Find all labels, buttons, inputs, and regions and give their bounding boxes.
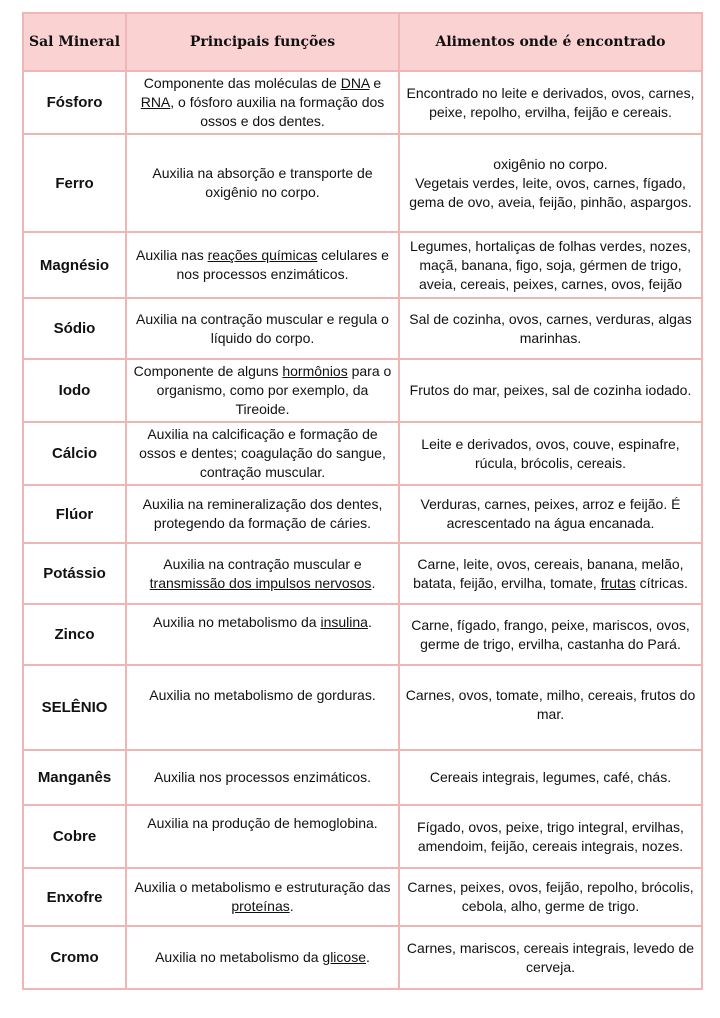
- link-hormonios[interactable]: hormônios: [282, 363, 348, 379]
- mineral-name: Cromo: [23, 926, 126, 989]
- mineral-name: Ferro: [23, 134, 126, 232]
- mineral-function: Auxilia na contração muscular e regula o líquido do corpo.: [126, 298, 399, 359]
- mineral-name: Cobre: [23, 805, 126, 868]
- mineral-function: Componente de alguns hormônios para o organismo, como por exemplo, da Tireoide.: [126, 359, 399, 422]
- header-functions: Principais funções: [126, 13, 399, 71]
- mineral-foods: Carne, leite, ovos, cereais, banana, melão, batata, feijão, ervilha, tomate, frutas cítricas.: [399, 543, 702, 604]
- mineral-foods: Carnes, ovos, tomate, milho, cereais, frutos do mar.: [399, 665, 702, 750]
- table-row: [23, 359, 702, 422]
- mineral-name: Enxofre: [23, 868, 126, 926]
- mineral-foods: Sal de cozinha, ovos, carnes, verduras, algas marinhas.: [399, 298, 702, 359]
- mineral-name: Cálcio: [23, 422, 126, 485]
- mineral-foods: Carnes, mariscos, cereais integrais, levedo de cerveja.: [399, 926, 702, 989]
- mineral-function: Auxilia nos processos enzimáticos.: [126, 750, 399, 805]
- mineral-function: Auxilia no metabolismo da insulina.: [126, 604, 399, 665]
- mineral-name: Flúor: [23, 485, 126, 543]
- mineral-foods: Cereais integrais, legumes, café, chás.: [399, 750, 702, 805]
- table-row: [23, 926, 702, 989]
- table-row: [23, 750, 702, 805]
- mineral-function: Auxilia no metabolismo de gorduras.: [126, 665, 399, 750]
- mineral-function: Auxilia na produção de hemoglobina.: [126, 805, 399, 868]
- mineral-foods: Legumes, hortaliças de folhas verdes, nozes, maçã, banana, figo, soja, gérmen de trigo, aveia, cereais, peixes, carnes, ovos, feijão: [399, 232, 702, 298]
- mineral-foods: Carne, fígado, frango, peixe, mariscos, ovos, germe de trigo, ervilha, castanha do Pará.: [399, 604, 702, 665]
- minerals-table: [22, 12, 703, 990]
- mineral-name: SELÊNIO: [23, 665, 126, 750]
- mineral-foods: Fígado, ovos, peixe, trigo integral, ervilhas, amendoim, feijão, cereais integrais, nozes.: [399, 805, 702, 868]
- table-row: [23, 868, 702, 926]
- table-row: [23, 485, 702, 543]
- mineral-function: Auxilia o metabolismo e estruturação das proteínas.: [126, 868, 399, 926]
- mineral-function: Auxilia na calcificação e formação de ossos e dentes; coagulação do sangue, contração muscular.: [126, 422, 399, 485]
- mineral-name: Fósforo: [23, 71, 126, 134]
- mineral-function: Auxilia na remineralização dos dentes, protegendo da formação de cáries.: [126, 485, 399, 543]
- table-row: [23, 543, 702, 604]
- mineral-name: Iodo: [23, 359, 126, 422]
- table-row: [23, 298, 702, 359]
- mineral-foods: oxigênio no corpo. Vegetais verdes, leite, ovos, carnes, fígado, gema de ovo, aveia, feijão, pinhão, aspargos.: [399, 134, 702, 232]
- table-row: [23, 665, 702, 750]
- header-mineral: Sal Mineral: [23, 13, 126, 71]
- mineral-function: Auxilia na contração muscular e transmissão dos impulsos nervosos.: [126, 543, 399, 604]
- mineral-function: Auxilia no metabolismo da glicose.: [126, 926, 399, 989]
- mineral-name: Magnésio: [23, 232, 126, 298]
- mineral-foods: Encontrado no leite e derivados, ovos, carnes, peixe, repolho, ervilha, feijão e cereais.: [399, 71, 702, 134]
- link-rna[interactable]: RNA: [140, 94, 171, 110]
- mineral-foods: Frutos do mar, peixes, sal de cozinha iodado.: [399, 359, 702, 422]
- header-foods: Alimentos onde é encontrado: [399, 13, 702, 71]
- link-glicose[interactable]: glicose: [322, 949, 366, 965]
- mineral-name: Potássio: [23, 543, 126, 604]
- link-frutas[interactable]: frutas: [600, 574, 636, 591]
- mineral-function: Auxilia nas reações químicas celulares e nos processos enzimáticos.: [126, 232, 399, 298]
- link-reacoes-quimicas[interactable]: reações químicas: [207, 247, 318, 263]
- mineral-foods: Leite e derivados, ovos, couve, espinafre, rúcula, brócolis, cereais.: [399, 422, 702, 485]
- table-row: [23, 604, 702, 665]
- mineral-function: Auxilia na absorção e transporte de oxigênio no corpo.: [126, 134, 399, 232]
- link-proteinas[interactable]: proteínas: [231, 898, 290, 914]
- table-row: [23, 134, 702, 232]
- table-row: [23, 71, 702, 134]
- mineral-name: Sódio: [23, 298, 126, 359]
- link-impulsos-nervosos[interactable]: transmissão dos impulsos nervosos: [149, 574, 372, 591]
- link-dna[interactable]: DNA: [340, 75, 370, 91]
- mineral-name: Zinco: [23, 604, 126, 665]
- mineral-foods: Verduras, carnes, peixes, arroz e feijão. É acrescentado na água encanada.: [399, 485, 702, 543]
- table-row: [23, 422, 702, 485]
- link-insulina[interactable]: insulina: [320, 614, 368, 630]
- mineral-function: Componente das moléculas de DNA e RNA, o fósforo auxilia na formação dos ossos e dos dentes.: [126, 71, 399, 134]
- table-row: [23, 232, 702, 298]
- header-row: [23, 13, 702, 71]
- table-row: [23, 805, 702, 868]
- mineral-name: Manganês: [23, 750, 126, 805]
- mineral-foods: Carnes, peixes, ovos, feijão, repolho, brócolis, cebola, alho, germe de trigo.: [399, 868, 702, 926]
